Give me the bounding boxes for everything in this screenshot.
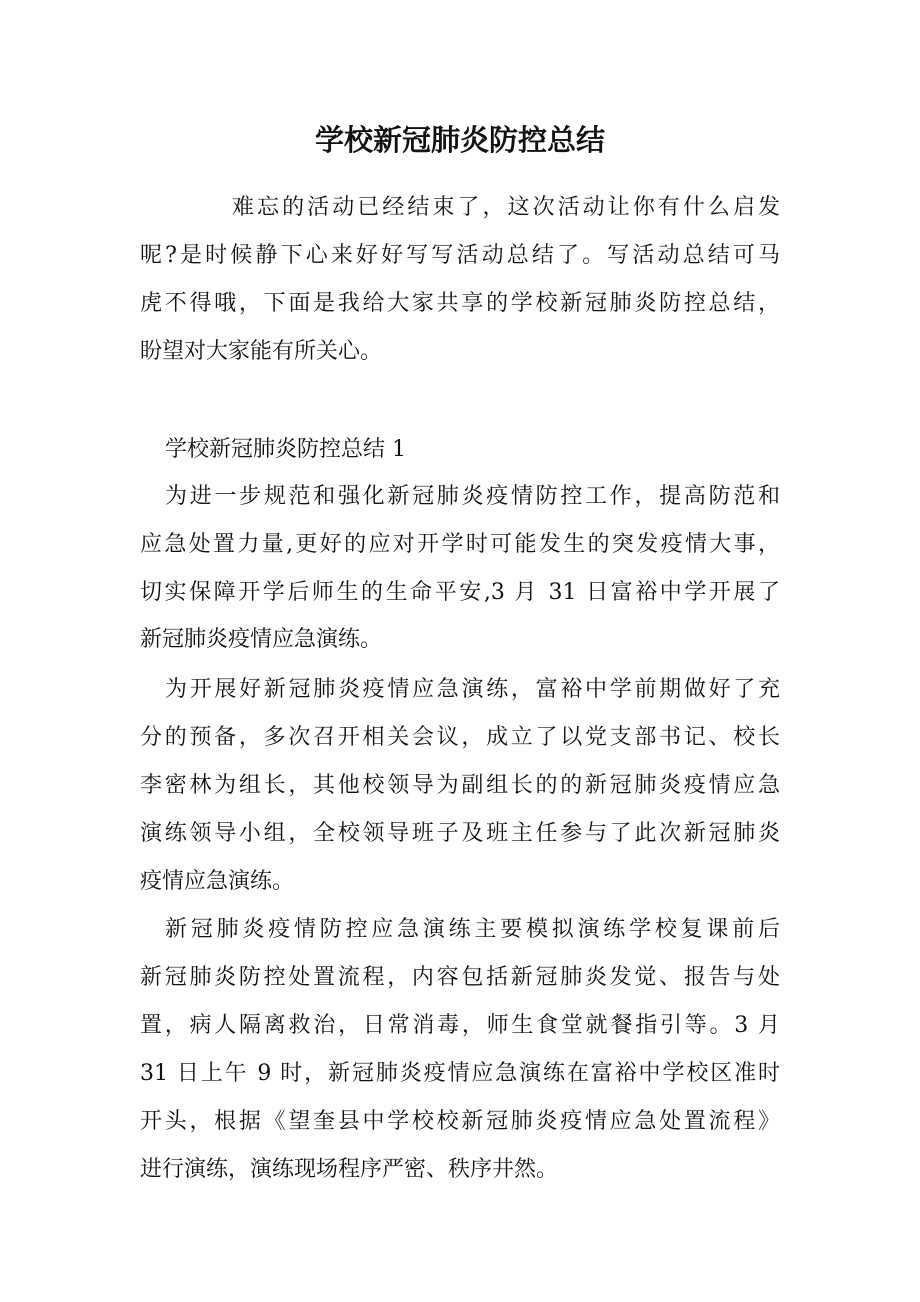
text-line: 31 日上午 9 时，新冠肺炎疫情应急演练在富裕中学校区准时 (140, 1061, 780, 1086)
text-line: 置，病人隔离救治，日常消毒，师生食堂就餐指引等。3 月 (140, 1013, 780, 1038)
text-line: 为开展好新冠肺炎疫情应急演练，富裕中学前期做好了充 (165, 677, 780, 702)
section-heading: 学校新冠肺炎防控总结 1 (165, 437, 406, 462)
text-line: 为进一步规范和强化新冠肺炎疫情防控工作，提高防范和 (165, 484, 780, 509)
text-line: 呢?是时候静下心来好好写写活动总结了。写活动总结可马 (140, 243, 780, 268)
text-line: 新冠肺炎防控处置流程，内容包括新冠肺炎发觉、报告与处 (140, 965, 780, 990)
text-line: 难忘的活动已经结束了，这次活动让你有什么启发 (232, 195, 780, 220)
text-line: 演练领导小组，全校领导班子及班主任参与了此次新冠肺炎 (140, 821, 780, 846)
text-line: 盼望对大家能有所关心。 (140, 339, 383, 364)
text-line: 切实保障开学后师生的生命平安,3 月 31 日富裕中学开展了 (140, 580, 780, 605)
text-line: 新冠肺炎疫情防控应急演练主要模拟演练学校复课前后 (165, 917, 780, 942)
text-line: 开头，根据《望奎县中学校校新冠肺炎疫情应急处置流程》 (140, 1109, 780, 1134)
text-line: 疫情应急演练。 (140, 869, 295, 894)
text-line: 分的预备，多次召开相关会议，成立了以党支部书记、校长 (140, 725, 780, 750)
text-line: 进行演练，演练现场程序严密、秩序井然。 (140, 1157, 559, 1182)
text-line: 李密林为组长，其他校领导为副组长的的新冠肺炎疫情应急 (140, 773, 780, 798)
document-title: 学校新冠肺炎防控总结 (314, 123, 605, 157)
text-line: 虎不得哦，下面是我给大家共享的学校新冠肺炎防控总结， (140, 291, 780, 316)
text-line: 新冠肺炎疫情应急演练。 (140, 627, 383, 652)
text-line: 应急处置力量,更好的应对开学时可能发生的突发疫情大事， (140, 532, 780, 557)
